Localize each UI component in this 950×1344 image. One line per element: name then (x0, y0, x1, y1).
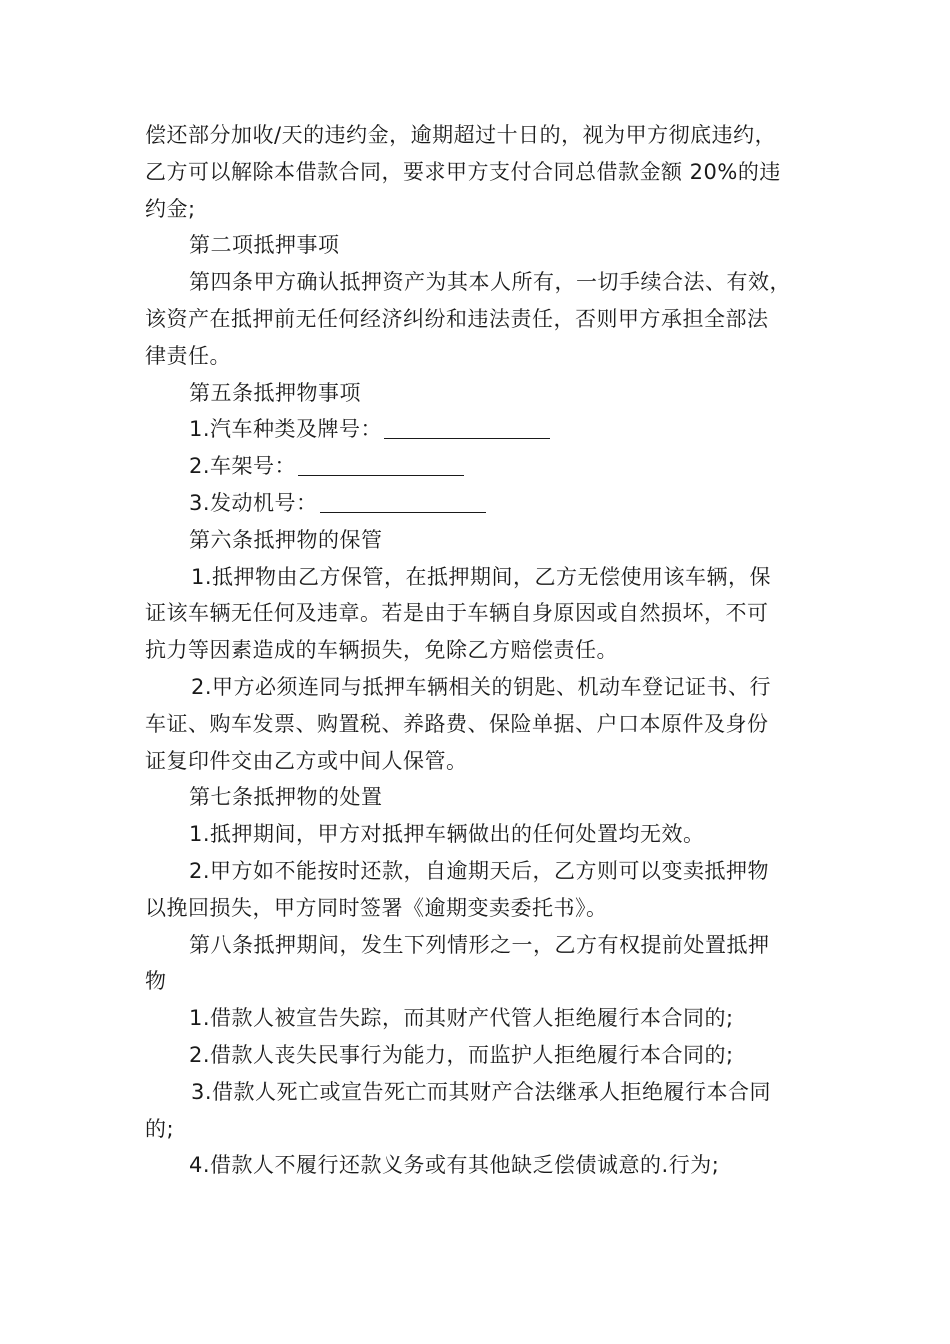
blank-underline (320, 490, 486, 513)
article-heading: 第五条抵押物事项 (189, 380, 361, 405)
field-label: 2.车架号： (189, 454, 297, 479)
text-line: 1.抵押物由乙方保管，在抵押期间，乙方无偿使用该车辆，保 (191, 564, 772, 589)
list-item: 1.借款人被宣告失踪，而其财产代管人拒绝履行本合同的; (189, 1006, 734, 1031)
text-line: 2.甲方如不能按时还款，自逾期天后，乙方则可以变卖抵押物 (189, 858, 770, 883)
blank-underline (298, 453, 464, 476)
text-line: 该资产在抵押前无任何经济纠纷和违法责任，否则甲方承担全部法 (145, 306, 769, 331)
document-body (145, 117, 810, 1184)
text-line: 偿还部分加收/天的违约金，逾期超过十日的，视为甲方彻底违约， (145, 123, 777, 147)
field-label: 3.发动机号： (189, 490, 318, 515)
text-line: 车证、购车发票、购置税、养路费、保险单据、户口本原件及身份 (145, 711, 769, 736)
field-vehicle-type (145, 411, 810, 448)
text-line: 以挽回损失，甲方同时签署《逾期变卖委托书》。 (145, 895, 608, 920)
field-engine-number (145, 485, 810, 522)
text-line: 的; (145, 1116, 175, 1141)
text-line: 第四条甲方确认抵押资产为其本人所有，一切手续合法、有效， (189, 270, 791, 295)
article-heading: 第六条抵押物的保管 (189, 527, 383, 552)
text-line: 乙方可以解除本借款合同，要求甲方支付合同总借款金额 20%的违 (145, 159, 781, 184)
text-line: 证该车辆无任何及违章。若是由于车辆自身原因或自然损坏，不可 (145, 601, 769, 626)
article-heading: 第七条抵押物的处置 (189, 785, 383, 810)
field-frame-number (145, 448, 810, 485)
list-item: 3.借款人死亡或宣告死亡而其财产合法继承人拒绝履行本合同 (191, 1079, 772, 1104)
list-item: 4.借款人不履行还款义务或有其他缺乏偿债诚意的.行为; (189, 1153, 720, 1178)
text-line: 2.甲方必须连同与抵押车辆相关的钥匙、机动车登记证书、行 (191, 674, 772, 699)
text-line: 律责任。 (145, 343, 231, 368)
text-line: 1.抵押期间，甲方对抵押车辆做出的任何处置均无效。 (189, 822, 705, 847)
text-line: 抗力等因素造成的车辆损失，免除乙方赔偿责任。 (145, 638, 618, 663)
blank-underline (384, 416, 550, 439)
article-heading: 第八条抵押期间，发生下列情形之一，乙方有权提前处置抵押 (189, 932, 770, 957)
text-line: 物 (145, 969, 167, 994)
text-line: 证复印件交由乙方或中间人保管。 (145, 748, 468, 773)
field-label: 1.汽车种类及牌号： (189, 417, 383, 442)
list-item: 2.借款人丧失民事行为能力，而监护人拒绝履行本合同的; (189, 1042, 734, 1067)
section-heading: 第二项抵押事项 (189, 233, 340, 258)
text-line: 约金; (145, 196, 196, 221)
